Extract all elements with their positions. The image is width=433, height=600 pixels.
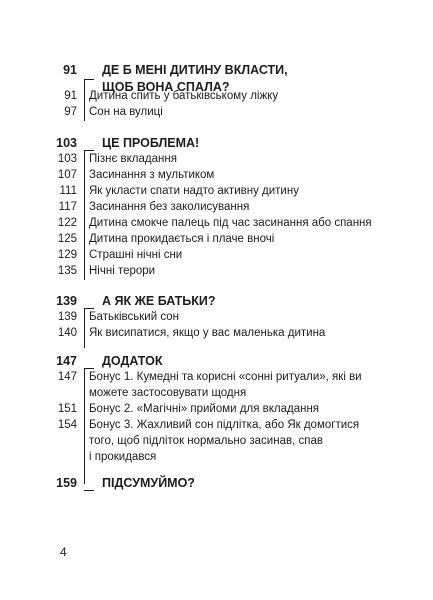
toc-entry: Як укласти спати надто активну дитину — [89, 185, 299, 197]
divider — [84, 308, 85, 348]
section-page-number: 147 — [56, 354, 77, 368]
section-title: А ЯК ЖЕ БАТЬКИ? — [102, 294, 216, 308]
entry-page-number: 147 — [57, 371, 77, 383]
divider — [84, 368, 85, 484]
section-page-number: 91 — [63, 63, 77, 77]
section-title: ЩОБ ВОНА СПАЛА? — [102, 80, 230, 94]
toc-entry: Бонус 1. Кумедні та корисні «сонні ритуали», які ви — [89, 371, 362, 383]
toc-entry-continuation: того, щоб підліток нормально засинав, спав — [89, 435, 323, 447]
section-title: ДОДАТОК — [102, 354, 163, 368]
entry-page-number: 151 — [57, 403, 77, 415]
toc-entry: Дитина смокче палець під час засинання або спання — [89, 217, 372, 229]
entry-page-number: 91 — [64, 90, 77, 102]
section-page-number: 139 — [56, 294, 77, 308]
divider — [84, 79, 85, 121]
toc-entry: Батьківський сон — [89, 311, 179, 323]
entry-page-number: 97 — [64, 106, 77, 118]
section-page-number: 103 — [56, 136, 77, 150]
entry-page-number: 107 — [57, 169, 77, 181]
entry-page-number: 140 — [57, 327, 77, 339]
section-title: ПІДСУМУЙМО? — [102, 476, 195, 490]
divider — [84, 490, 94, 491]
toc-entry: Як висипатися, якщо у вас маленька дитина — [89, 327, 326, 339]
entry-page-number: 125 — [57, 233, 77, 245]
toc-entry: Пізнє вкладання — [89, 153, 177, 165]
entry-page-number: 122 — [57, 217, 77, 229]
toc-entry: Засинання без заколисування — [89, 201, 250, 213]
toc-entry-continuation: можете застосовувати щодня — [89, 387, 247, 399]
toc-entry: Бонус 3. Жахливий сон підлітка, або Як домогтися — [89, 419, 360, 431]
entry-page-number: 117 — [58, 201, 77, 213]
section-page-number: 159 — [56, 476, 77, 490]
entry-page-number: 154 — [57, 419, 77, 431]
entry-page-number: 129 — [57, 249, 77, 261]
toc-entry-continuation: і прокидався — [89, 451, 157, 463]
toc-entry: Дитина прокидається і плаче вночі — [89, 233, 275, 245]
entry-page-number: 103 — [57, 153, 77, 165]
entry-page-number: 111 — [59, 185, 77, 197]
toc-entry: Нічні терори — [89, 265, 156, 277]
toc-entry: Дитина спить у батьківському ліжку — [89, 90, 279, 102]
toc-entry: Страшні нічні сни — [89, 249, 183, 261]
page-number: 4 — [60, 545, 67, 559]
section-title: ЦЕ ПРОБЛЕМА! — [102, 136, 200, 150]
toc-entry: Бонус 2. «Магічні» прийоми для вкладання — [89, 403, 320, 415]
toc-entry: Засинання з мультиком — [89, 169, 215, 181]
entry-page-number: 135 — [57, 265, 77, 277]
toc-entry: Сон на вулиці — [89, 106, 163, 118]
section-title: ДЕ Б МЕНІ ДИТИНУ ВКЛАСТИ, — [102, 63, 288, 77]
divider — [84, 150, 85, 280]
entry-page-number: 139 — [57, 311, 77, 323]
divider — [84, 79, 94, 80]
